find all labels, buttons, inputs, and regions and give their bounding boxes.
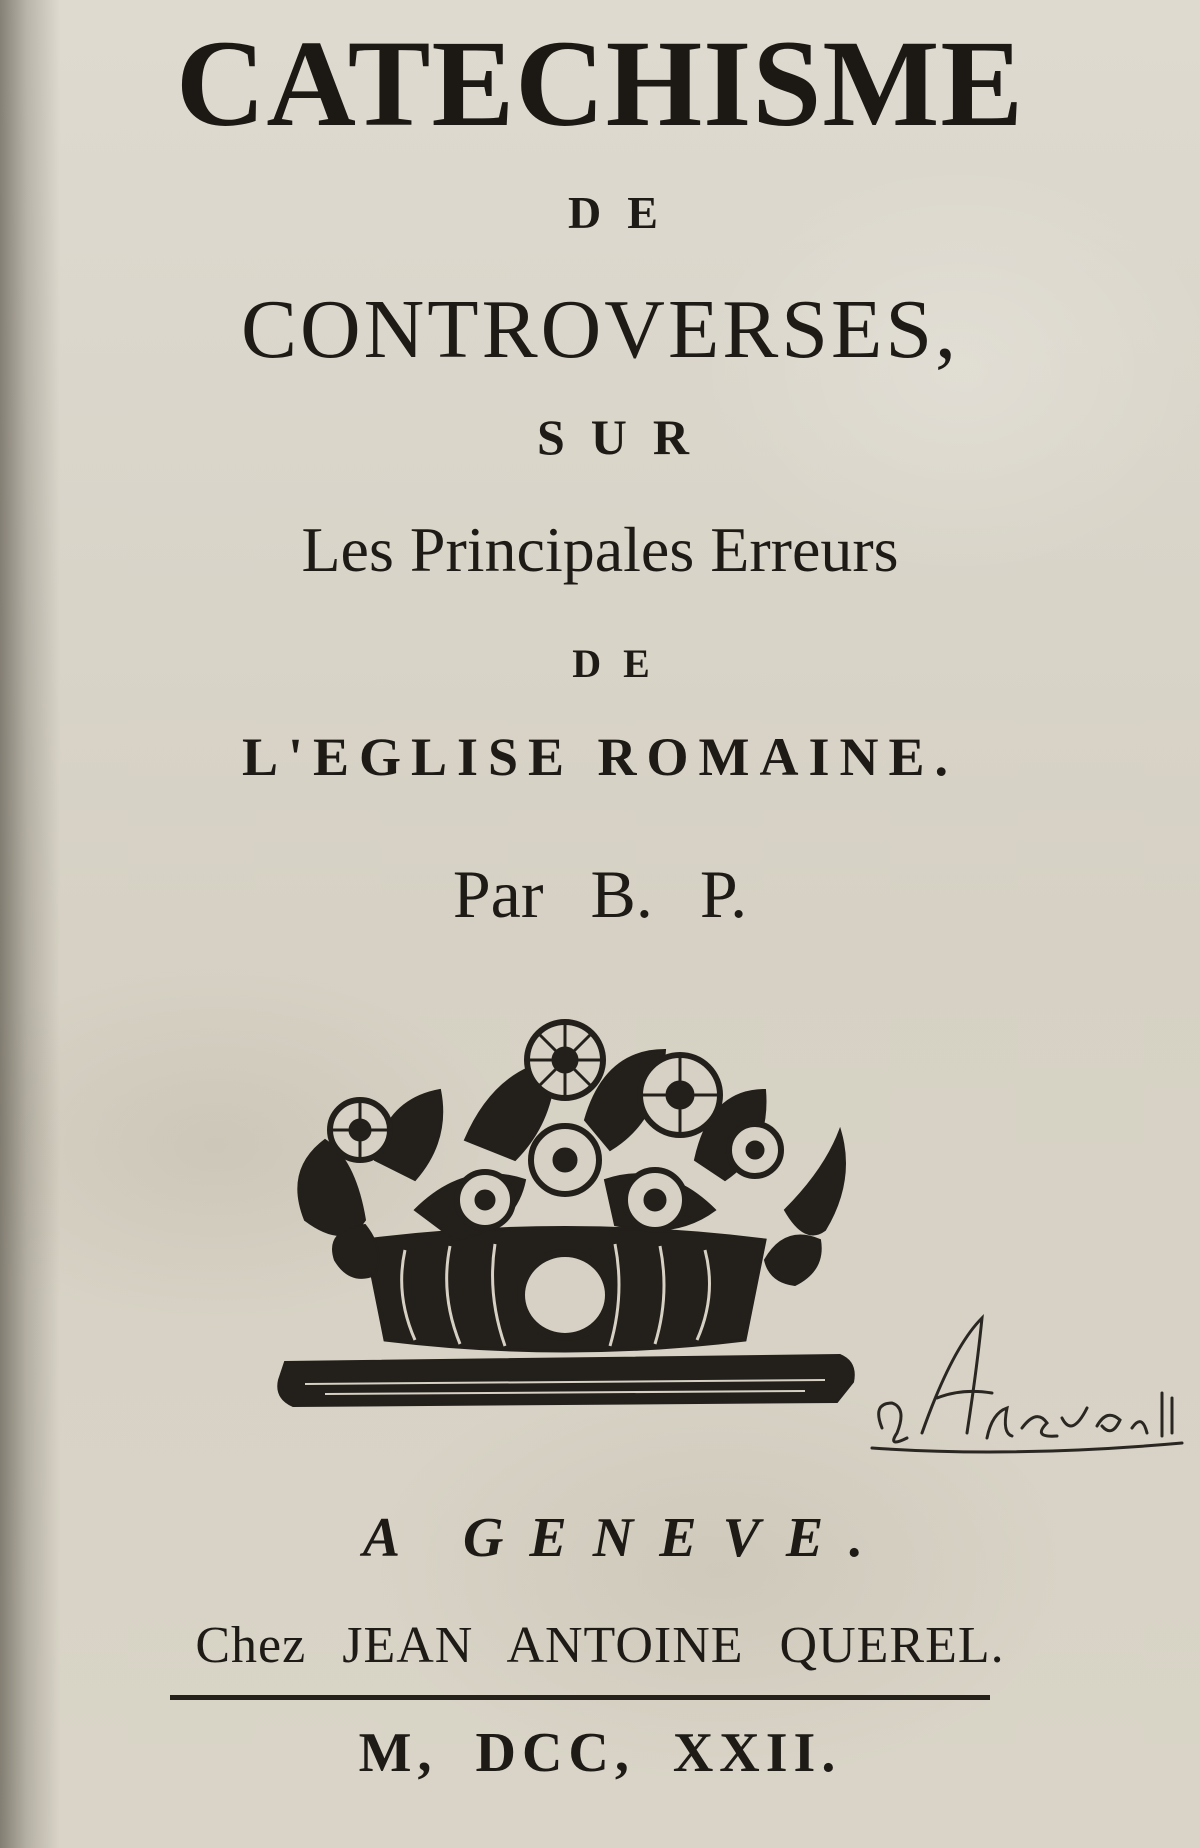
imprint-publisher: Chez JEAN ANTOINE QUEREL.: [195, 1617, 1005, 1674]
title-de-2: DE: [572, 641, 672, 686]
imprint-date: M, DCC, XXII.: [358, 1722, 842, 1784]
title-sur: SUR: [536, 409, 716, 465]
title-principales-erreurs: Les Principales Erreurs: [301, 514, 899, 585]
title-eglise-romaine: L'EGLISE ROMAINE.: [241, 727, 959, 787]
book-title: CATECHISME: [175, 15, 1025, 152]
author-line: Par B. P.: [452, 856, 748, 932]
flower-basket-woodcut-icon: [265, 1010, 865, 1450]
title-de-1: DE: [568, 187, 684, 238]
handwritten-signature: [862, 1308, 1200, 1478]
imprint-place: A GENEVE.: [362, 1507, 890, 1569]
imprint-rule: [170, 1695, 990, 1700]
title-controverses: CONTROVERSES,: [240, 283, 960, 376]
